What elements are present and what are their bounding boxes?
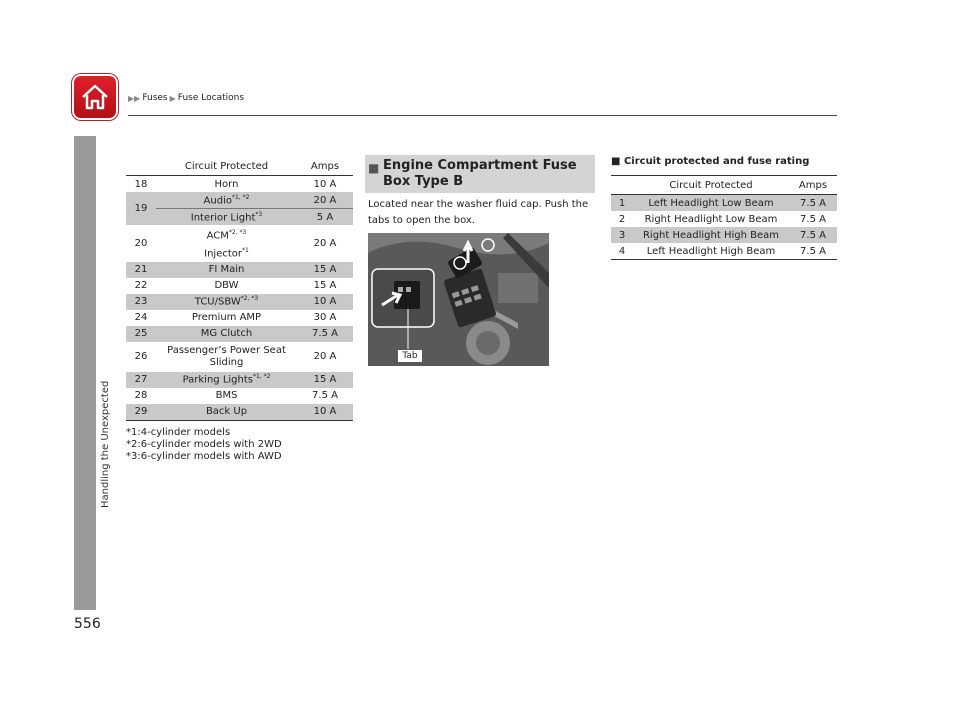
- column-header-number: [611, 176, 633, 195]
- table-row: [126, 326, 353, 342]
- fuse-amps: 10 A: [297, 294, 353, 310]
- fuse-circuit: Left Headlight High Beam: [633, 243, 789, 260]
- home-button[interactable]: [74, 76, 116, 118]
- fuse-amps: 30 A: [313, 312, 337, 324]
- header-divider: [128, 115, 837, 116]
- fuse-amps: 10 A: [297, 404, 353, 421]
- fuse-circuit: BMS: [215, 390, 238, 402]
- fuse-circuit: DBW: [214, 280, 239, 292]
- fuse-number: 27: [126, 372, 156, 388]
- chapter-label: Handling the Unexpected: [100, 380, 111, 508]
- fuse-circuit: Passenger’s Power Seat Sliding: [167, 344, 286, 368]
- fuse-circuit: Horn: [214, 178, 239, 190]
- fuse-number: 28: [134, 390, 148, 402]
- fuse-amps: 10 A: [313, 178, 337, 190]
- column-header-circuit: Circuit Protected: [633, 176, 789, 195]
- fuse-amps: 20 A: [297, 192, 353, 209]
- table-row: [126, 372, 353, 388]
- table-row: [126, 310, 353, 326]
- heading-square-icon: ■: [611, 156, 624, 167]
- fuse-table: [126, 157, 353, 421]
- fuse-circuit: Parking Lights$^{*1, *2}$: [156, 372, 297, 388]
- fuse-amps: 7.5 A: [312, 390, 338, 402]
- column-header-amps: Amps: [789, 176, 837, 195]
- breadcrumb-item-fuse-locations[interactable]: Fuse Locations: [177, 93, 245, 103]
- home-icon: [79, 81, 111, 113]
- fuse-amps: 7.5 A: [297, 326, 353, 342]
- chapter-label-container: [100, 128, 112, 508]
- chevron-right-icon: ▶▶: [128, 93, 141, 103]
- fuse-amps: 7.5 A: [789, 195, 837, 212]
- fuse-number: 29: [126, 404, 156, 421]
- fuse-circuit: TCU/$SBW^{*2, *3}$: [156, 294, 297, 310]
- fuse-amps: 7.5 A: [800, 213, 826, 225]
- fuse-circuit: MG Clutch: [156, 326, 297, 342]
- tab-callout-label: Tab: [398, 350, 422, 362]
- section-title: Engine Compartment Fuse Box Type B: [383, 158, 577, 189]
- fuse-number: 25: [126, 326, 156, 342]
- fuse-circuit: Right Headlight Low Beam: [644, 213, 778, 225]
- fuse-number: 23: [126, 294, 156, 310]
- section-title-box: [365, 155, 595, 193]
- chapter-tab: [74, 136, 96, 610]
- fuse-amps: 15 A: [297, 262, 353, 278]
- section-heading: ■ Circuit protected and fuse rating: [611, 156, 810, 167]
- footnotes: [126, 427, 282, 463]
- fuse-amps: 20 A: [313, 351, 337, 363]
- breadcrumb-item-fuses[interactable]: Fuses: [142, 93, 168, 103]
- table-row: [126, 278, 353, 294]
- section-square-icon: ■: [368, 161, 380, 175]
- fuse-number: 3: [611, 227, 633, 243]
- fuse-circuit: Interior Light$^{*3}$: [156, 209, 297, 226]
- footnote: *2:6-cylinder models with 2WD: [126, 439, 282, 450]
- fuse-circuit: Audio$^{*1, *2}$: [156, 192, 297, 209]
- fuse-number: 4: [611, 243, 633, 260]
- table-row: [126, 342, 353, 372]
- table-row: [126, 294, 353, 310]
- fuse-circuit: Right Headlight High Beam: [633, 227, 789, 243]
- fuse-circuit: Back Up: [156, 404, 297, 421]
- fuse-box-photo: [368, 233, 549, 366]
- table-row: [126, 176, 353, 193]
- column-header-amps: Amps: [297, 157, 353, 176]
- table-row: [126, 404, 353, 421]
- table-row: [126, 209, 353, 226]
- table-row: [611, 211, 837, 227]
- fuse-number: 19: [126, 192, 156, 225]
- footnote: *3:6-cylinder models with AWD: [126, 451, 282, 462]
- table-row: [126, 192, 353, 209]
- fuse-amps: 20 A: [313, 237, 337, 249]
- chevron-right-icon: ▶: [169, 93, 176, 103]
- column-header-circuit: Circuit Protected: [156, 157, 297, 176]
- column-header-number: [126, 157, 156, 176]
- fuse-amps: 7.5 A: [789, 227, 837, 243]
- table-row: [126, 388, 353, 404]
- fuse-amps: 15 A: [313, 280, 337, 292]
- breadcrumb: [128, 93, 244, 103]
- section-description: Located near the washer fluid cap. Push the tabs to open the box.: [368, 199, 589, 226]
- fuse-number: 21: [126, 262, 156, 278]
- fuse-rating-table: [611, 175, 837, 260]
- table-row: [126, 262, 353, 278]
- fuse-number: 18: [134, 178, 148, 190]
- table-row: [611, 243, 837, 260]
- fuse-amps: 7.5 A: [789, 243, 837, 260]
- table-header-row: [611, 176, 837, 195]
- fuse-number: 22: [134, 280, 148, 292]
- fuse-circuit: $ACM^{*2, *3}$ Injector$^{*1}$: [204, 229, 249, 260]
- table-row: [611, 195, 837, 212]
- fuse-number: 1: [611, 195, 633, 212]
- fuse-number: 20: [134, 237, 148, 249]
- fuse-number: 2: [618, 213, 626, 225]
- fuse-amps: 5 A: [297, 209, 353, 226]
- table-row: [126, 225, 353, 262]
- fuse-circuit: FI Main: [156, 262, 297, 278]
- footnote: *1:4-cylinder models: [126, 427, 231, 438]
- table-row: [611, 227, 837, 243]
- table-header-row: [126, 157, 353, 176]
- fuse-number: 24: [134, 312, 148, 324]
- fuse-circuit: Premium AMP: [191, 312, 262, 324]
- fuse-amps: 15 A: [297, 372, 353, 388]
- page-number: 556: [74, 616, 101, 632]
- fuse-circuit: Left Headlight Low Beam: [633, 195, 789, 212]
- fuse-number: 26: [134, 351, 148, 363]
